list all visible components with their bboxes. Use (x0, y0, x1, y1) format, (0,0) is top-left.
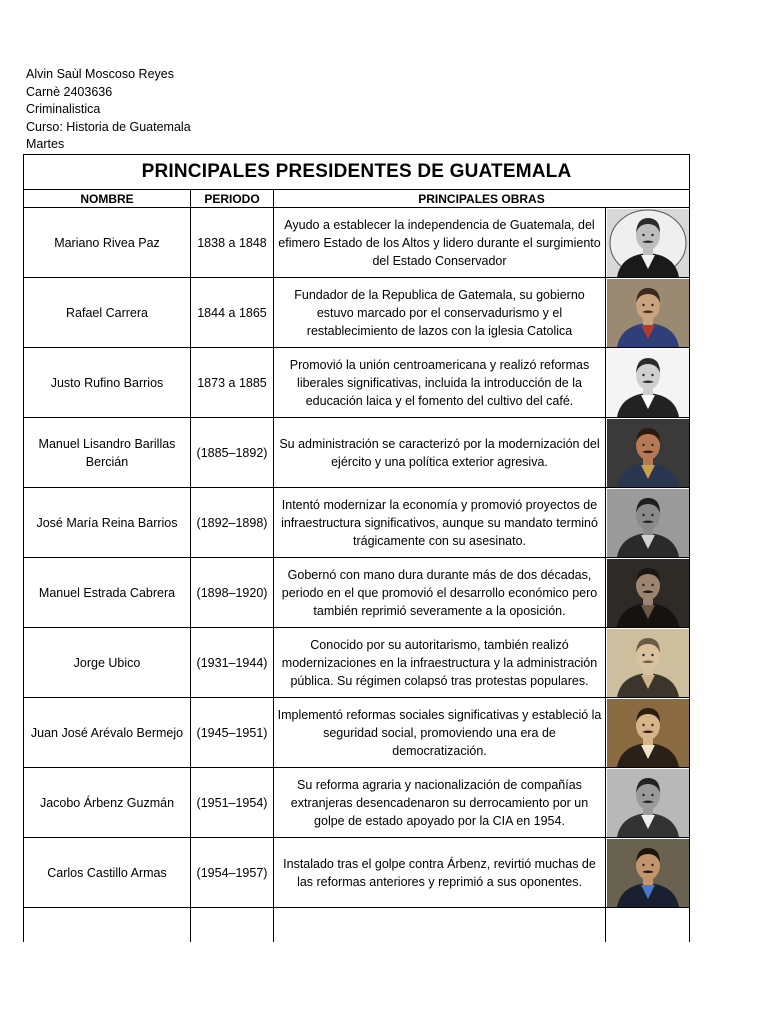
president-portrait-cell (606, 698, 690, 768)
student-carne: Carnè 2403636 (26, 84, 113, 99)
empty-cell (191, 908, 274, 943)
column-header-periodo: PERIODO (191, 190, 274, 208)
president-name: Mariano Rivea Paz (24, 208, 191, 278)
president-works: Su reforma agraria y nacionalización de compañías extranjeras desencadenaron su derrocamiento por un golpe de estado apoyado por la CIA en 1954. (274, 768, 606, 838)
president-works: Conocido por su autoritarismo, también realizó modernizaciones en la infraestructura y la administración pública. Su régimen colapsó tras protestas populares. (274, 628, 606, 698)
president-period: (1954–1957) (191, 838, 274, 908)
president-portrait-image (607, 419, 689, 487)
president-works: Instalado tras el golpe contra Árbenz, revirtió muchas de las reformas anteriores y reprimió a sus oponentes. (274, 838, 606, 908)
president-period: (1885–1892) (191, 418, 274, 488)
president-portrait-cell (606, 628, 690, 698)
table-row (24, 418, 690, 488)
president-period: 1844 a 1865 (191, 278, 274, 348)
president-name: Justo Rufino Barrios (24, 348, 191, 418)
student-course: Curso: Historia de Guatemala (26, 119, 191, 134)
president-portrait-cell (606, 838, 690, 908)
president-name: Rafael Carrera (24, 278, 191, 348)
president-portrait-image (607, 209, 689, 277)
president-name: Jacobo Árbenz Guzmán (24, 768, 191, 838)
student-info (26, 66, 191, 154)
president-portrait-image (607, 489, 689, 557)
student-career: Criminalistica (26, 102, 101, 116)
president-portrait-image (607, 769, 689, 837)
president-portrait-cell (606, 768, 690, 838)
president-works: Implementó reformas sociales significativas y estableció la seguridad social, promoviendo una era de democratización. (274, 698, 606, 768)
president-works: Su administración se caracterizó por la modernización del ejército y una política exterior agresiva. (274, 418, 606, 488)
president-works: Intentó modernizar la economía y promovió proyectos de infraestructura significativos, aunque su mandato terminó trágicamente con su asesinato. (274, 488, 606, 558)
president-portrait-image (607, 839, 689, 907)
table-row (24, 698, 690, 768)
president-name: Carlos Castillo Armas (24, 838, 191, 908)
student-day: Martes (26, 137, 65, 151)
table-title: PRINCIPALES PRESIDENTES DE GUATEMALA (24, 155, 690, 190)
president-portrait-image (607, 349, 689, 417)
president-period: (1898–1920) (191, 558, 274, 628)
president-works: Fundador de la Republica de Gatemala, su gobierno estuvo marcado por el conservadurismo y el restablecimiento de lazos con la iglesia Catolica (274, 278, 606, 348)
column-header-obras: PRINCIPALES OBRAS (274, 190, 690, 208)
table-row (24, 628, 690, 698)
table-row (24, 838, 690, 908)
president-portrait-cell (606, 558, 690, 628)
president-works: Promovió la unión centroamericana y realizó reformas liberales significativas, incluida la introducción de la educación laica y el fomento del cultivo del café. (274, 348, 606, 418)
president-name: José María Reina Barrios (24, 488, 191, 558)
president-name: Jorge Ubico (24, 628, 191, 698)
president-portrait-image (607, 699, 689, 767)
student-name: Alvin Saùl Moscoso Reyes (26, 67, 174, 81)
president-works: Ayudo a establecer la independencia de Guatemala, del efimero Estado de los Altos y lidero durante el surgimiento del Estado Conservador (274, 208, 606, 278)
table-header-row (24, 190, 690, 208)
table-row (24, 488, 690, 558)
table-row (24, 348, 690, 418)
table-row (24, 768, 690, 838)
president-name: Manuel Lisandro Barillas Bercián (24, 418, 191, 488)
president-portrait-image (607, 279, 689, 347)
president-period: (1945–1951) (191, 698, 274, 768)
president-portrait-cell (606, 418, 690, 488)
table-row (24, 278, 690, 348)
president-period: 1873 a 1885 (191, 348, 274, 418)
president-portrait-cell (606, 278, 690, 348)
president-name: Manuel Estrada Cabrera (24, 558, 191, 628)
column-header-nombre: NOMBRE (24, 190, 191, 208)
president-portrait-cell (606, 348, 690, 418)
table-row-empty (24, 908, 690, 943)
presidents-table (23, 154, 690, 942)
president-portrait-image (607, 559, 689, 627)
president-period: (1931–1944) (191, 628, 274, 698)
president-works: Gobernó con mano dura durante más de dos décadas, periodo en el que promovió el desarrollo económico pero también reprimió severamente a la oposición. (274, 558, 606, 628)
president-portrait-cell (606, 488, 690, 558)
table-row (24, 558, 690, 628)
president-period: (1951–1954) (191, 768, 274, 838)
empty-cell (606, 908, 690, 943)
president-period: (1892–1898) (191, 488, 274, 558)
empty-cell (274, 908, 606, 943)
president-portrait-cell (606, 208, 690, 278)
president-name: Juan José Arévalo Bermejo (24, 698, 191, 768)
empty-cell (24, 908, 191, 943)
president-period: 1838 a 1848 (191, 208, 274, 278)
table-row (24, 208, 690, 278)
president-portrait-image (607, 629, 689, 697)
